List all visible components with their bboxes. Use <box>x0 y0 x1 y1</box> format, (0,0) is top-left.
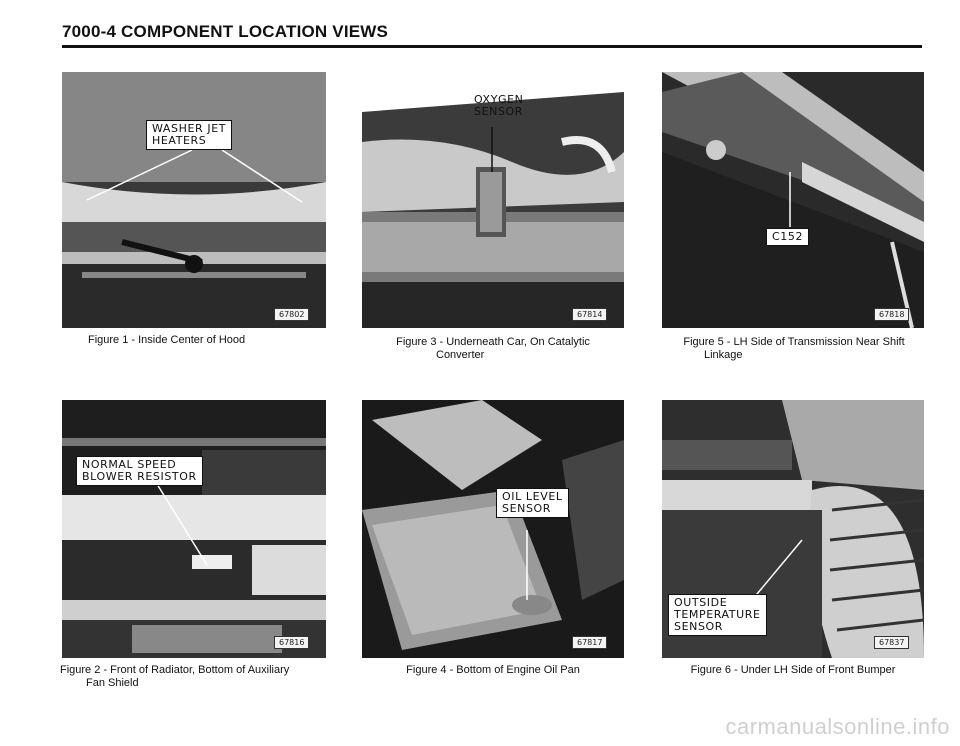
callout-normal-speed-blower-resistor: NORMAL SPEED BLOWER RESISTOR <box>76 456 203 486</box>
figure-4-caption-line-1: Figure 4 - Bottom of Engine Oil Pan <box>406 664 580 676</box>
figure-5-ref-number: 67818 <box>874 308 909 321</box>
callout-oxygen-sensor: OXYGEN SENSOR <box>474 93 524 118</box>
figure-1-photo <box>62 72 326 328</box>
figure-1-ref-number: 67802 <box>274 308 309 321</box>
figure-3-caption-line-2: Converter <box>436 349 485 361</box>
figure-1-caption <box>88 334 348 347</box>
figure-3-caption <box>362 336 624 362</box>
figure-6-caption-line-1: Figure 6 - Under LH Side of Front Bumper <box>690 664 896 676</box>
figure-2-photo <box>62 400 326 658</box>
header-rule <box>62 45 922 48</box>
figure-1-caption-line-1: Figure 1 - Inside Center of Hood <box>88 334 246 346</box>
figure-2-caption-line-2: Fan Shield <box>86 677 139 689</box>
figure-6-caption <box>652 664 934 677</box>
figure-6-ref-number: 67837 <box>874 636 909 649</box>
figure-3-photo <box>362 72 624 328</box>
callout-washer-jet-heaters: WASHER JET HEATERS <box>146 120 232 150</box>
figure-4-photo <box>362 400 624 658</box>
figure-2-caption-line-1: Figure 2 - Front of Radiator, Bottom of Auxiliary <box>60 664 290 676</box>
figure-4-ref-number: 67817 <box>572 636 607 649</box>
figure-5-photo <box>662 72 924 328</box>
figure-5-caption <box>654 336 934 362</box>
figure-5-caption-line-1: Figure 5 - LH Side of Transmission Near Shift <box>683 336 905 348</box>
figure-4-image <box>362 400 624 658</box>
figure-3-ref-number: 67814 <box>572 308 607 321</box>
figure-2-image <box>62 400 326 658</box>
callout-oil-level-sensor: OIL LEVEL SENSOR <box>496 488 569 518</box>
figure-2-ref-number: 67816 <box>274 636 309 649</box>
figure-6-photo <box>662 400 924 658</box>
watermark-text: carmanualsonline.info <box>725 714 950 739</box>
page-header <box>62 18 922 46</box>
callout-outside-temperature-sensor: OUTSIDE TEMPERATURE SENSOR <box>668 594 767 636</box>
page-title: 7000-4 COMPONENT LOCATION VIEWS <box>62 22 389 41</box>
figure-5-caption-line-2: Linkage <box>704 349 743 361</box>
figure-4-caption <box>362 664 624 677</box>
figure-3-caption-line-1: Figure 3 - Underneath Car, On Catalytic <box>396 336 590 348</box>
figure-1-image <box>62 72 326 328</box>
callout-c152-connector: C152 <box>766 228 809 246</box>
figure-5-image <box>662 72 924 328</box>
figure-2-caption <box>60 664 330 690</box>
